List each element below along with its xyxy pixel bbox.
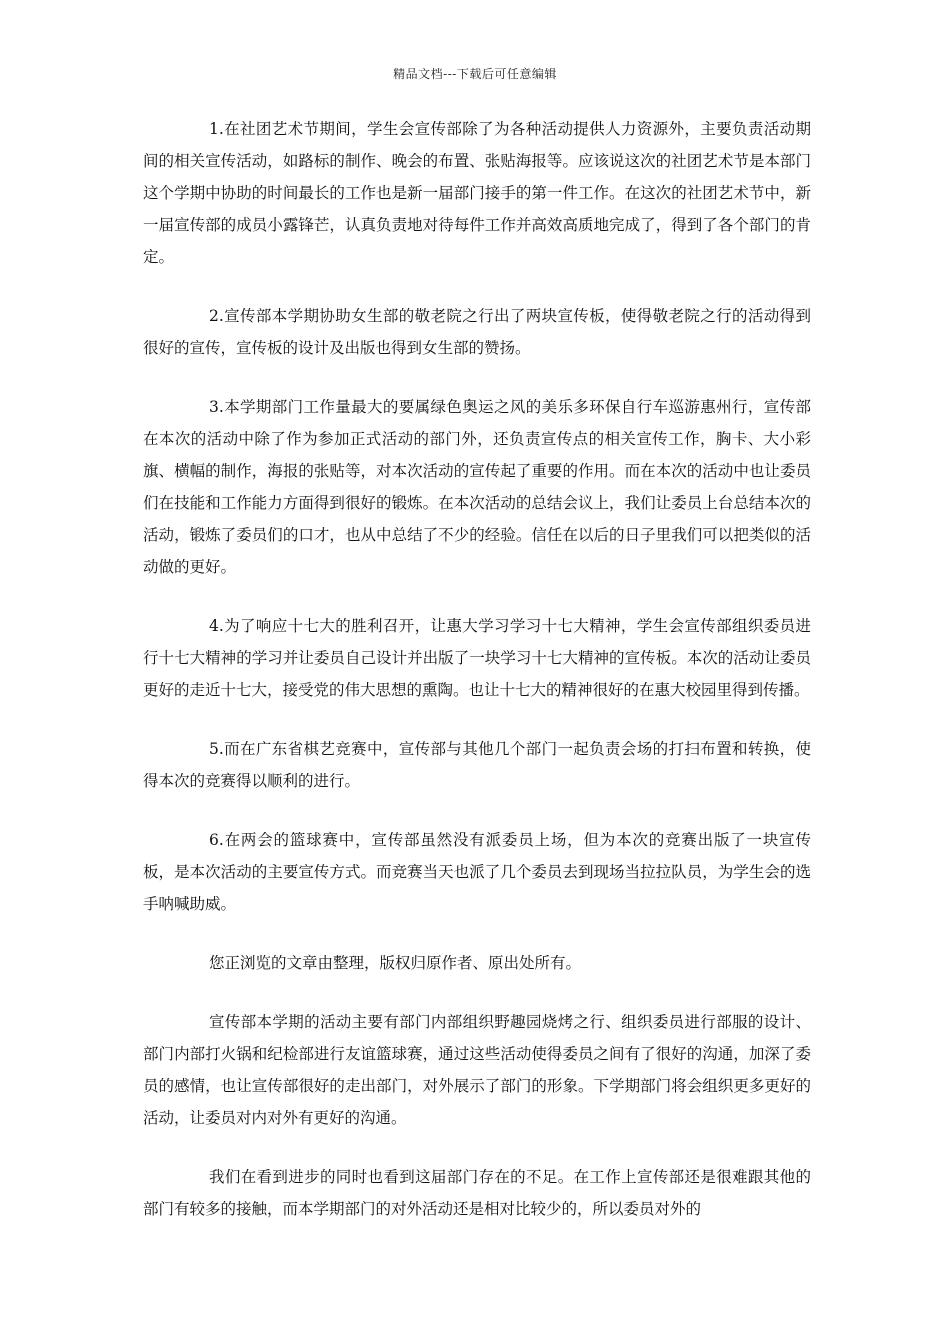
paragraph-5: 5.而在广东省棋艺竞赛中，宣传部与其他几个部门一起负责会场的打扫布置和转换，使得本次的竞赛得以顺利的进行。 — [143, 740, 811, 790]
document-body — [143, 113, 811, 1252]
paragraph-3: 3.本学期部门工作量最大的要属绿色奥运之风的美乐多环保自行车巡游惠州行，宣传部在本次的活动中除了作为参加正式活动的部门外，还负责宣传点的相关宣传工作，胸卡、大小彩旗、横幅的制作，海报的张贴等，对本次活动的宣传起了重要的作用。而在本次的活动中也让委员们在技能和工作能力方面得到很好的锻炼。在本次活动的总结会议上，我们让委员上台总结本次的活动，锻炼了委员们的口才，也从中总结了不少的经验。信任在以后的日子里我们可以把类似的活动做的更好。 — [143, 398, 811, 576]
paragraph-shortcomings: 我们在看到进步的同时也看到这届部门存在的不足。在工作上宣传部还是很难跟其他的部门有较多的接触，而本学期部门的对外活动还是相对比较少的，所以委员对外的 — [143, 1168, 811, 1218]
paragraph-1: 1.在社团艺术节期间，学生会宣传部除了为各种活动提供人力资源外，主要负责活动期间的相关宣传活动，如路标的制作、晚会的布置、张贴海报等。应该说这次的社团艺术节是本部门这个学期中协助的时间最长的工作也是新一届部门接手的第一件工作。在这次的社团艺术节中，新一届宣传部的成员小露锋芒，认真负责地对待每件工作并高效高质地完成了，得到了各个部门的肯定。 — [143, 120, 811, 266]
paragraph-4: 4.为了响应十七大的胜利召开，让惠大学习学习十七大精神，学生会宣传部组织委员进行十七大精神的学习并让委员自己设计并出版了一块学习十七大精神的宣传板。本次的活动让委员更好的走近十七大，接受党的伟大思想的熏陶。也让十七大的精神很好的在惠大校园里得到传播。 — [143, 617, 811, 699]
copyright-note: 您正浏览的文章由整理，版权归原作者、原出处所有。 — [209, 954, 582, 972]
page-header: 精品文档---下载后可任意编辑 — [393, 67, 557, 81]
paragraph-6: 6.在两会的篮球赛中，宣传部虽然没有派委员上场，但为本次的竞赛出版了一块宣传板，是本次活动的主要宣传方式。而竞赛当天也派了几个委员去到现场当拉拉队员，为学生会的选手呐喊助威。 — [143, 831, 811, 913]
paragraph-2: 2.宣传部本学期协助女生部的敬老院之行出了两块宣传板，使得敬老院之行的活动得到很好的宣传，宣传板的设计及出版也得到女生部的赞扬。 — [143, 307, 811, 357]
paragraph-activities: 宣传部本学期的活动主要有部门内部组织野趣园烧烤之行、组织委员进行部服的设计、部门内部打火锅和纪检部进行友谊篮球赛，通过这些活动使得委员之间有了很好的沟通，加深了委员的感情，也让宣传部很好的走出部门，对外展示了部门的形象。下学期部门将会组织更多更好的活动，让委员对内对外有更好的沟通。 — [143, 1013, 811, 1127]
